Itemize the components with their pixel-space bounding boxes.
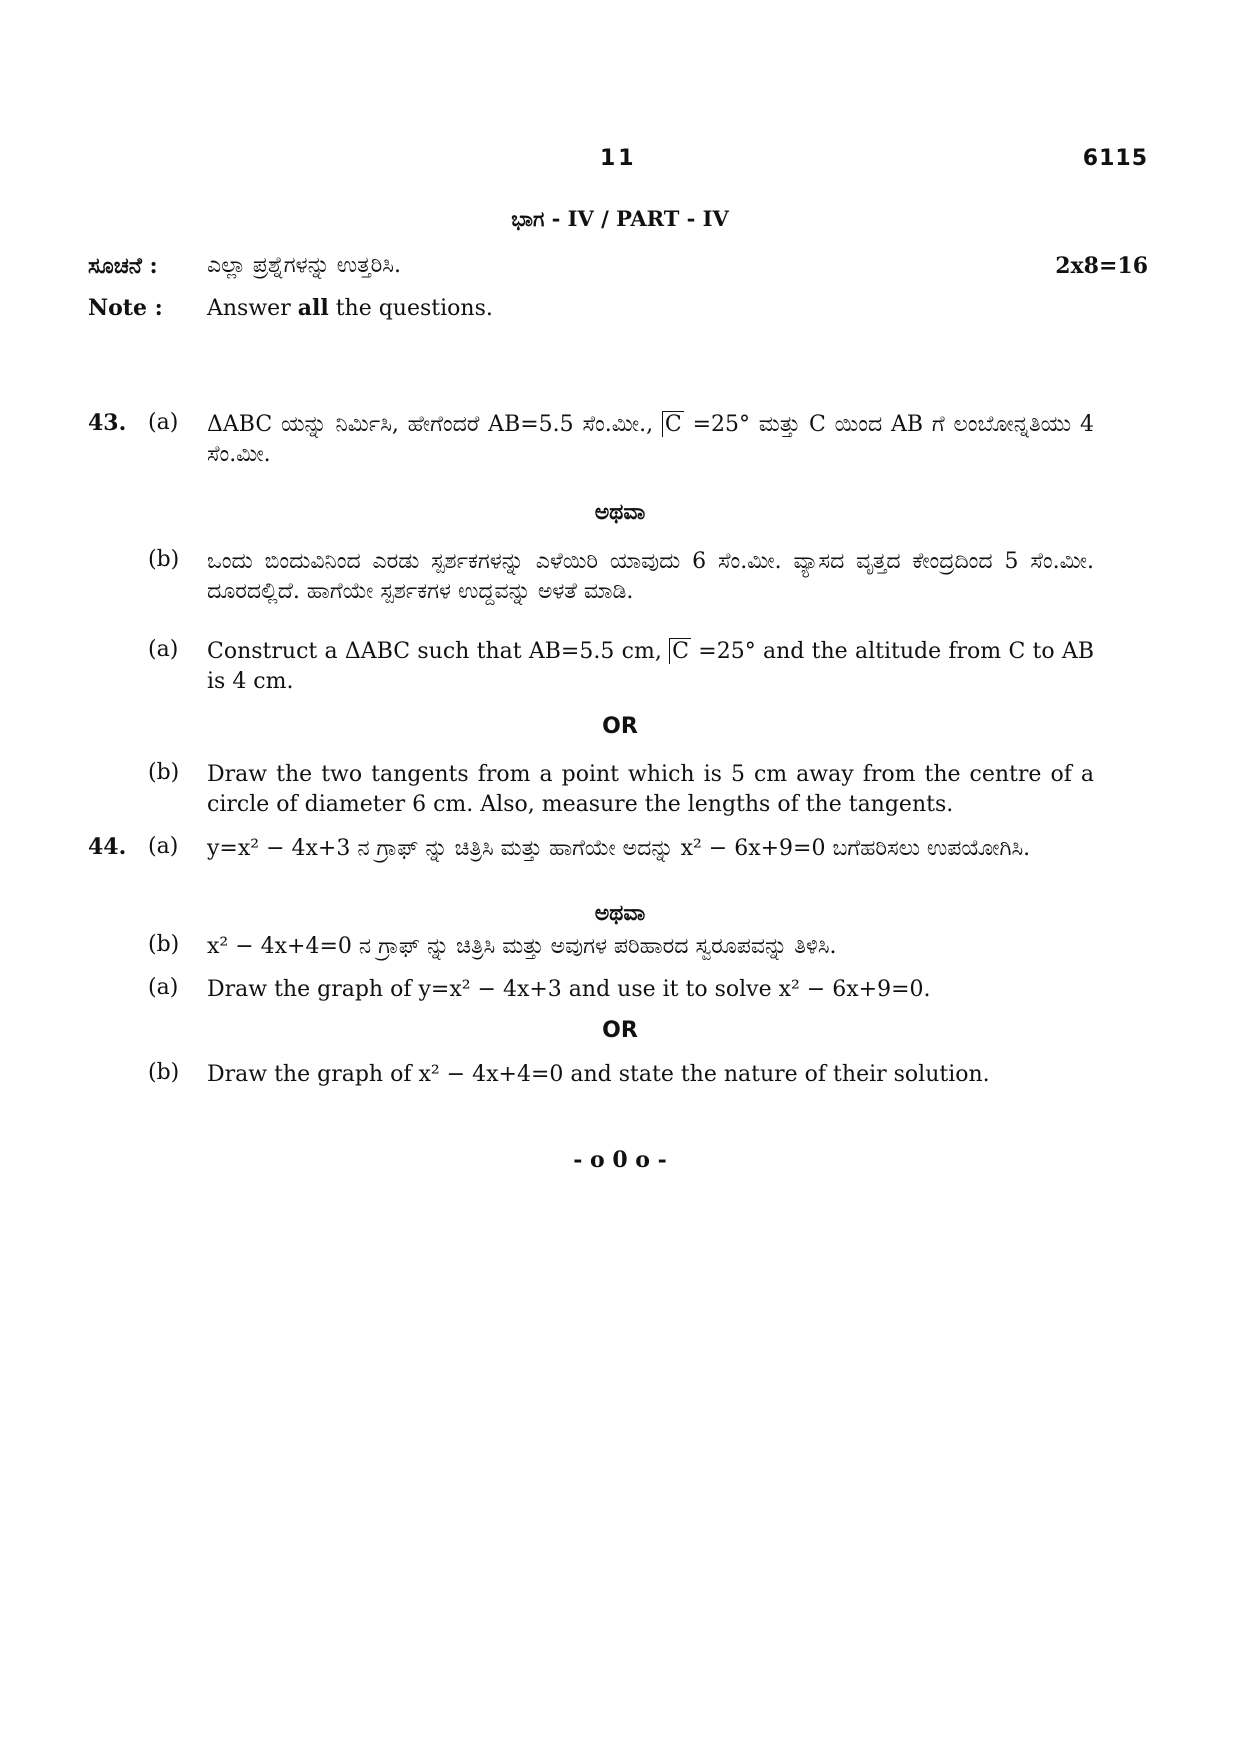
q43-kn-b-label: (b)	[148, 547, 180, 572]
q44-kn-or: ಅಥವಾ	[594, 900, 646, 926]
end-marker: - o 0 o -	[573, 1147, 667, 1173]
q43-en-or: OR	[602, 714, 638, 739]
q44-en-a-label: (a)	[148, 975, 179, 1000]
q43-kn-a-part2: =25° ಮತ್ತು C ಯಿಂದ AB ಗೆ ಲಂಬೋನ್ನತಿಯು 4 ಸೆಂ.ಮೀ.	[207, 412, 1094, 467]
q43-en-b-text: Draw the two tangents from a point which is 5 cm away from the centre of a circle of diameter 6 cm. Also, measure the lengths of the tangents.	[207, 762, 1094, 817]
part-title: ಭಾಗ - IV / PART - IV	[511, 206, 729, 231]
angle-c-symbol: C	[662, 411, 684, 437]
q44-en-b-text: Draw the graph of x² − 4x+4=0 and state the nature of their solution.	[207, 1062, 990, 1087]
instruction-en-pre: Answer	[207, 296, 298, 321]
q43-en-a-text	[207, 637, 1094, 697]
page-number: 11	[600, 146, 637, 171]
instruction-en-bold: all	[297, 295, 329, 321]
q43-kn-a-part1: ΔABC ಯನ್ನು ನಿರ್ಮಿಸಿ, ಹೇಗೆಂದರೆ AB=5.5 ಸೆಂ.ಮೀ.,	[207, 412, 654, 437]
paper-code: 6115	[1082, 146, 1148, 171]
instruction-en-text	[207, 295, 493, 321]
q43-kn-b-text: ಒಂದು ಬಿಂದುವಿನಿಂದ ಎರಡು ಸ್ಪರ್ಶಕಗಳನ್ನು ಎಳೆಯಿರಿ ಯಾವುದು 6 ಸೆಂ.ಮೀ. ವ್ಯಾಸದ ವೃತ್ತದ ಕೇಂದ್ರದಿಂದ 5 ಸೆಂ.ಮೀ. ದೂರದಲ್ಲಿದೆ. ಹಾಗೆಯೇ ಸ್ಪರ್ಶಕಗಳ ಉದ್ದವನ್ನು ಅಳತೆ ಮಾಡಿ.	[207, 549, 1094, 604]
instruction-en-label: Note :	[88, 295, 163, 321]
instruction-en-post: the questions.	[328, 296, 493, 321]
q43-en-a-part1: Construct a ΔABC such that AB=5.5 cm,	[207, 639, 662, 664]
question-44-number: 44.	[88, 834, 127, 860]
q44-kn-b-text: x² − 4x+4=0 ನ ಗ್ರಾಫ್ ನ್ನು ಚಿತ್ರಿಸಿ ಮತ್ತು ಅವುಗಳ ಪರಿಹಾರದ ಸ್ವರೂಪವನ್ನು ತಿಳಿಸಿ.	[207, 934, 837, 959]
q43-kn-a-label: (a)	[148, 410, 179, 435]
q44-en-b-label: (b)	[148, 1060, 180, 1085]
q44-kn-a-text: y=x² − 4x+3 ನ ಗ್ರಾಫ್ ನ್ನು ಚಿತ್ರಿಸಿ ಮತ್ತು ಹಾಗೆಯೇ ಅದನ್ನು x² − 6x+9=0 ಬಗೆಹರಿಸಲು ಉಪಯೋಗಿಸಿ.	[207, 836, 1031, 861]
instruction-kn-text: ಎಲ್ಲಾ ಪ್ರಶ್ನೆಗಳನ್ನು ಉತ್ತರಿಸಿ.	[207, 253, 401, 278]
q43-en-b-label: (b)	[148, 760, 180, 785]
angle-c-symbol-en: C	[669, 638, 691, 664]
instruction-kn-label: ಸೂಚನೆ :	[88, 253, 158, 279]
q44-kn-b-label: (b)	[148, 932, 180, 957]
marks-allocation: 2x8=16	[1055, 253, 1148, 279]
q43-en-a-part2: =25° and the altitude from C to AB is 4 cm.	[207, 639, 1094, 694]
q43-kn-or: ಅಥವಾ	[594, 499, 646, 525]
q44-kn-a-label: (a)	[148, 834, 179, 859]
q44-en-or: OR	[602, 1018, 638, 1043]
question-43-number: 43.	[88, 410, 127, 436]
q44-en-a-text: Draw the graph of y=x² − 4x+3 and use it to solve x² − 6x+9=0.	[207, 977, 931, 1002]
q43-kn-a-text	[207, 410, 1094, 470]
q43-en-a-label: (a)	[148, 637, 179, 662]
